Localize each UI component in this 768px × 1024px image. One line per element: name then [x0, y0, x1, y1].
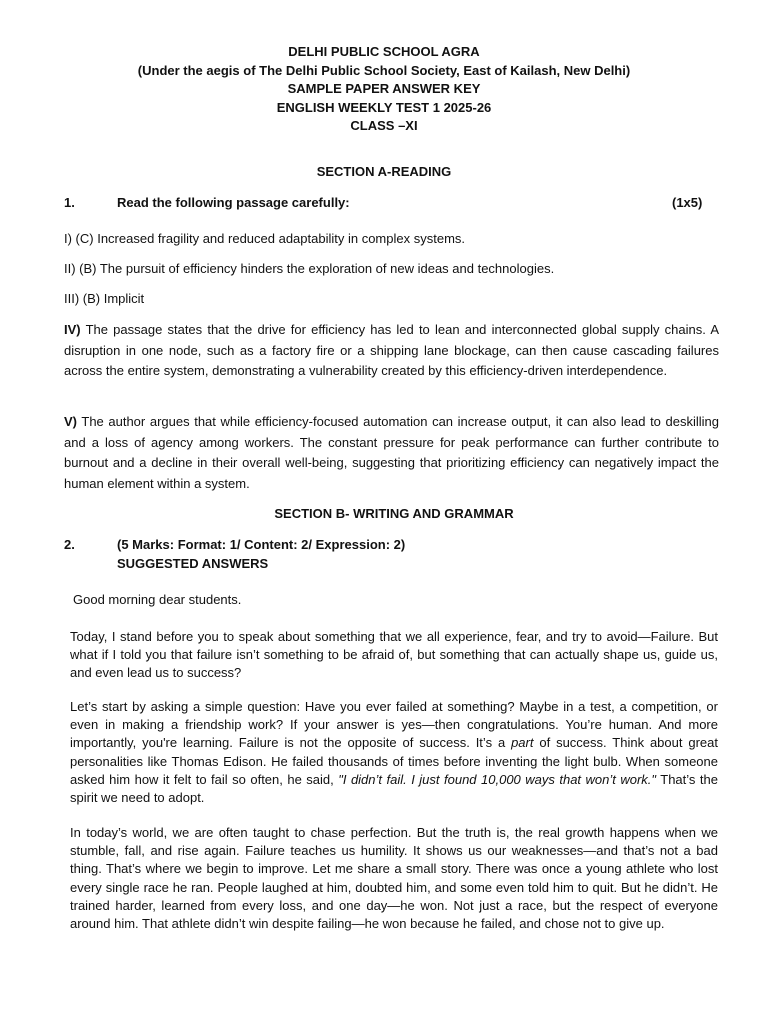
question-2-subheading: SUGGESTED ANSWERS: [117, 556, 269, 571]
edison-quote: "I didn’t fail. I just found 10,000 ways that won’t work.": [338, 771, 657, 787]
speech-greeting: Good morning dear students.: [73, 592, 242, 607]
question-2-marks: (5 Marks: Format: 1/ Content: 2/ Expression: 2): [117, 537, 406, 552]
class-label: CLASS –XI: [350, 118, 418, 133]
school-name: DELHI PUBLIC SCHOOL AGRA: [288, 44, 480, 59]
speech-paragraph-2: [70, 698, 718, 807]
answer-v: [64, 412, 719, 494]
answer-iv: [64, 320, 719, 382]
section-b-title: SECTION B- WRITING AND GRAMMAR: [274, 506, 514, 521]
question-2-number: 2.: [64, 537, 75, 552]
speech-paragraph-2-part-b: of success. Think about great personalities like Thomas Edison. He failed thousands of times before inventing the light bulb. When someone asked him how it felt to fail so often, he said,: [70, 735, 718, 787]
answer-v-label: V): [64, 414, 77, 429]
document-type: SAMPLE PAPER ANSWER KEY: [287, 81, 481, 96]
answer-iii: III) (B) Implicit: [64, 291, 145, 306]
answer-iv-text: The passage states that the drive for efficiency has led to lean and interconnected global supply chains. A disruption in one node, such as a factory fire or a shipping lane blockage, can then cause cascading failures across the entire system, demonstrating a vulnerability created by this efficiency-driven interdependence.: [64, 322, 719, 378]
question-1-text: Read the following passage carefully:: [117, 195, 350, 210]
document-header: [0, 43, 768, 136]
school-aegis: (Under the aegis of The Delhi Public School Society, East of Kailash, New Delhi): [137, 62, 631, 78]
question-1-marks: (1x5): [672, 195, 703, 210]
question-1-number: 1.: [64, 195, 75, 210]
answer-v-text: The author argues that while efficiency-focused automation can increase output, it can also lead to deskilling and a loss of agency among workers. The constant pressure for peak performance can further contribute to burnout and a decline in their overall well-being, suggesting that prioritizing efficiency can negatively impact the human element within a system.: [64, 414, 719, 491]
answer-i: I) (C) Increased fragility and reduced adaptability in complex systems.: [64, 231, 466, 246]
speech-emphasis-part: part: [511, 735, 534, 751]
answer-iv-label: IV): [64, 322, 81, 337]
speech-paragraph-3: In today’s world, we are often taught to chase perfection. But the truth is, the real growth happens when we stumble, fall, and rise again. Failure teaches us humility. It shows us our weaknesses—and that’s not a bad thing. That’s where we begin to improve. Let me share a small story. There was once a young athlete who lost every single race he ran. People laughed at him, doubted him, and some even told him to quit. But he didn’t. He trained harder, learned from every loss, and one day—he won. Not just a race, but the respect of everyone around him. That athlete didn’t win despite failing—he won because he failed, and chose not to give up.: [70, 825, 718, 932]
section-a-title: SECTION A-READING: [316, 164, 452, 179]
speech-paragraph-1: Today, I stand before you to speak about something that we all experience, fear, and try to avoid—Failure. But what if I told you that failure isn’t something to be afraid of, but something that can actually shape us, guide us, and even lead us to success?: [70, 629, 718, 681]
speech-paragraph-2-part-c: That’s the spirit we need to adopt.: [70, 771, 718, 806]
answer-ii: II) (B) The pursuit of efficiency hinders the exploration of new ideas and technologies.: [64, 261, 555, 276]
test-name: ENGLISH WEEKLY TEST 1 2025-26: [276, 99, 492, 115]
speech-paragraph-2-part-a: Let’s start by asking a simple question: Have you ever failed at something? Maybe in a test, a competition, or even in making a friendship work? If your answer is yes—then congratulations. You’re human. And more importantly, you're learning. Failure is not the opposite of success. It’s a: [70, 699, 718, 751]
